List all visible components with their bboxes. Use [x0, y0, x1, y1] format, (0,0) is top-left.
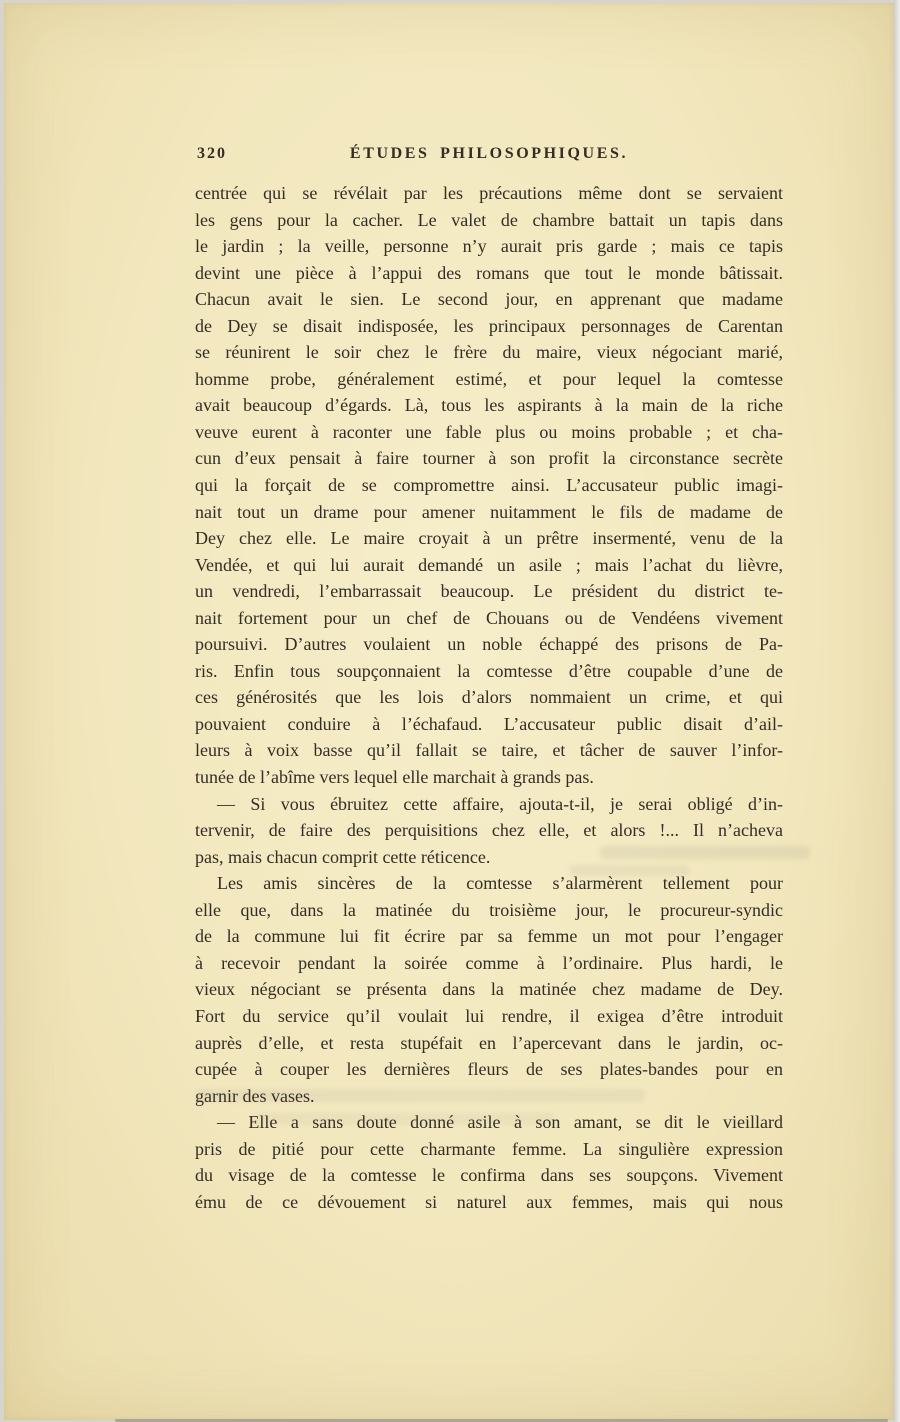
text-line: nait fortement pour un chef de Chouans ou de Vendéens vivement	[195, 607, 783, 628]
text-block	[195, 180, 783, 1215]
text-line: ris. Enfin tous soupçonnaient la comtesse d’être coupable d’une de	[195, 660, 783, 681]
text-line: Fort du service qu’il voulait lui rendre, il exigea d’être introduit	[195, 1005, 783, 1026]
text-line: pouvaient conduire à l’échafaud. L’accusateur public disait d’ail-	[195, 713, 783, 734]
text-line: elle que, dans la matinée du troisième jour, le procureur-syndic	[195, 899, 783, 920]
text-line: du visage de la comtesse le confirma dans ses soupçons. Vivement	[195, 1165, 783, 1186]
text-line: auprès d’elle, et resta stupéfait en l’apercevant dans le jardin, oc-	[195, 1032, 783, 1053]
page-number: 320	[197, 145, 227, 162]
text-line: à recevoir pendant la soirée comme à l’ordinaire. Plus hardi, le	[195, 952, 783, 973]
text-line: le jardin ; la veille, personne n’y aurait pris garde ; mais ce tapis	[195, 236, 783, 257]
text-line: Chacun avait le sien. Le second jour, en apprenant que madame	[195, 289, 783, 310]
text-line: garnir des vases.	[195, 1085, 315, 1106]
text-line: devint une pièce à l’appui des romans que tout le monde bâtissait.	[195, 262, 783, 283]
text-line: les gens pour la cacher. Le valet de chambre battait un tapis dans	[195, 209, 783, 230]
text-line: de la commune lui fit écrire par sa femme un mot pour l’engager	[195, 926, 783, 947]
text-line: tunée de l’abîme vers lequel elle marchait à grands pas.	[195, 767, 594, 788]
text-line: vieux négociant se présenta dans la matinée chez madame de Dey.	[195, 979, 783, 1000]
text-line: tervenir, de faire des perquisitions chez elle, et alors !... Il n’acheva	[195, 820, 783, 841]
text-line: Vendée, et qui lui aurait demandé un asile ; mais l’achat du lièvre,	[195, 554, 783, 575]
text-line: se réunirent le soir chez le frère du maire, vieux négociant marié,	[195, 342, 783, 363]
text-line: homme probe, généralement estimé, et pour lequel la comtesse	[195, 368, 783, 389]
text-line: qui la forçait de se compromettre ainsi. L’accusateur public imagi-	[195, 475, 783, 496]
paragraph	[195, 791, 783, 871]
text-line: cupée à couper les dernières fleurs de ses plates-bandes pour en	[195, 1059, 783, 1080]
scan-edge-right	[894, 0, 900, 1422]
text-line: — Si vous ébruitez cette affaire, ajouta-t-il, je serai obligé d’in-	[217, 793, 783, 814]
paragraph	[195, 870, 783, 1109]
text-line: Les amis sincères de la comtesse s’alarmèrent tellement pour	[217, 873, 783, 894]
text-line: ces générosités que les lois d’alors nommaient un crime, et qui	[195, 687, 783, 708]
text-line: leurs à voix basse qu’il fallait se taire, et tâcher de sauver l’infor-	[195, 740, 783, 761]
text-line: cun d’eux pensait à faire tourner à son profit la circonstance secrète	[195, 448, 783, 469]
text-line: un vendredi, l’embarrassait beaucoup. Le président du district te-	[195, 581, 783, 602]
text-line: ému de ce dévouement si naturel aux femmes, mais qui nous	[195, 1191, 783, 1212]
text-line: poursuivi. D’autres voulaient un noble échappé des prisons de Pa-	[195, 634, 783, 655]
text-line: pas, mais chacun comprit cette réticence.	[195, 846, 491, 867]
text-line: nait tout un drame pour amener nuitamment le fils de madame de	[195, 501, 783, 522]
text-line: pris de pitié pour cette charmante femme. La singulière expression	[195, 1138, 783, 1159]
page-paper	[4, 3, 894, 1420]
text-line: Dey chez elle. Le maire croyait à un prêtre insermenté, venu de la	[195, 528, 783, 549]
text-line: avait beaucoup d’égards. Là, tous les aspirants à la main de la riche	[195, 395, 783, 416]
text-line: centrée qui se révélait par les précautions même dont se servaient	[195, 183, 783, 203]
text-line: veuve eurent à raconter une fable plus ou moins probable ; et cha-	[195, 421, 783, 442]
text-line: — Elle a sans doute donné asile à son amant, se dit le vieillard	[217, 1112, 783, 1133]
running-title: ÉTUDES PHILOSOPHIQUES.	[349, 145, 629, 162]
paragraph	[195, 1109, 783, 1215]
running-header	[195, 145, 783, 169]
text-line: de Dey se disait indisposée, les principaux personnages de Carentan	[195, 315, 783, 336]
paragraph	[195, 180, 783, 791]
